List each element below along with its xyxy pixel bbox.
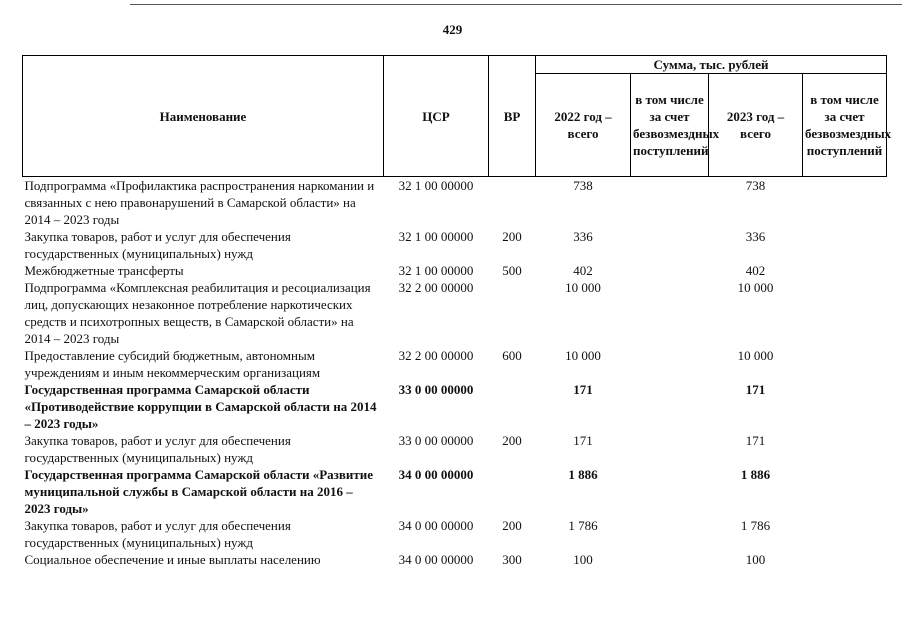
row-name: Закупка товаров, работ и услуг для обеспечения государственных (муниципальных) нужд: [24, 229, 291, 261]
row-2023-free: [803, 228, 887, 262]
row-2023-total: 100: [745, 552, 766, 567]
row-name: Государственная программа Самарской области «Развитие муниципальной службы в Самарской области на 2016 – 2023 годы»: [24, 467, 374, 516]
row-2023-free: [803, 279, 887, 347]
row-2022-free: [631, 347, 709, 381]
row-vr: [489, 381, 536, 432]
row-name: Государственная программа Самарской области «Противодействие коррупции в Самарской области на 2014 – 2023 годы»: [24, 382, 377, 431]
row-vr: 200: [502, 518, 522, 533]
row-2022-total: 171: [573, 382, 593, 397]
row-vr: 200: [502, 229, 522, 244]
row-vr: 500: [502, 263, 522, 278]
row-2022-total: 738: [573, 178, 593, 193]
row-name: Закупка товаров, работ и услуг для обеспечения государственных (муниципальных) нужд: [24, 518, 291, 550]
header-2022-total: 2022 год – всего: [536, 74, 631, 177]
row-2022-total: 1 786: [568, 518, 598, 533]
table-row: [23, 228, 887, 262]
header-vr: ВР: [489, 56, 536, 177]
row-csr: 34 0 00 00000: [398, 552, 474, 567]
row-csr: 32 1 00 00000: [398, 178, 474, 193]
row-csr: 32 1 00 00000: [398, 263, 474, 278]
table-row: [23, 517, 887, 551]
table-row: [23, 551, 887, 568]
table-row: [23, 466, 887, 517]
row-vr: 200: [502, 433, 522, 448]
row-2023-free: [803, 517, 887, 551]
row-2022-total: 336: [573, 229, 593, 244]
table-row: [23, 381, 887, 432]
row-2022-free: [631, 228, 709, 262]
row-csr: 32 2 00 00000: [398, 280, 474, 295]
row-2022-total: 402: [573, 263, 593, 278]
row-2022-free: [631, 381, 709, 432]
row-2023-total: 336: [745, 229, 766, 244]
table-row: [23, 177, 887, 229]
row-2023-total: 402: [745, 263, 766, 278]
row-2023-free: [803, 347, 887, 381]
row-2022-free: [631, 466, 709, 517]
header-sum: Сумма, тыс. рублей: [536, 56, 887, 74]
row-2022-total: 100: [573, 552, 593, 567]
row-2023-free: [803, 262, 887, 279]
row-2022-free: [631, 262, 709, 279]
top-rule: [130, 4, 902, 5]
row-vr: 300: [502, 552, 522, 567]
row-name: Предоставление субсидий бюджетным, автономным учреждениям и иным некоммерческим организациям: [24, 348, 321, 380]
row-name: Закупка товаров, работ и услуг для обеспечения государственных (муниципальных) нужд: [24, 433, 291, 465]
row-name: Подпрограмма «Комплексная реабилитация и ресоциализация лиц, допускающих незаконное потребление наркотических средств и психотропных веществ, в Самарской области» на 2014 – 2023 годы: [24, 280, 371, 346]
row-2022-total: 10 000: [565, 280, 601, 295]
row-vr: 600: [502, 348, 522, 363]
row-csr: 34 0 00 00000: [398, 467, 474, 482]
row-2022-free: [631, 551, 709, 568]
row-2023-free: [803, 177, 887, 229]
row-2023-total: 10 000: [737, 348, 774, 363]
row-2022-total: 1 886: [568, 467, 598, 482]
header-csr: ЦСР: [384, 56, 489, 177]
row-2022-total: 10 000: [565, 348, 601, 363]
header-name: Наименование: [23, 56, 384, 177]
row-2022-free: [631, 279, 709, 347]
header-2023-total: 2023 год – всего: [709, 74, 803, 177]
page-number: 429: [442, 22, 463, 37]
row-vr: [489, 466, 536, 517]
table-row: [23, 262, 887, 279]
table-row: [23, 347, 887, 381]
row-2023-total: 10 000: [737, 280, 774, 295]
row-csr: 33 0 00 00000: [398, 433, 474, 448]
row-2023-free: [803, 551, 887, 568]
header-2023-free: в том числе за счет безвозмездных поступлений: [803, 74, 887, 177]
row-2023-free: [803, 466, 887, 517]
row-2023-total: 171: [745, 433, 766, 448]
row-vr: [489, 279, 536, 347]
row-csr: 32 2 00 00000: [398, 348, 474, 363]
row-name: Подпрограмма «Профилактика распространения наркомании и связанных с нею правонарушений в Самарской области» на 2014 – 2023 годы: [24, 178, 375, 227]
row-2023-free: [803, 381, 887, 432]
row-2022-free: [631, 517, 709, 551]
row-csr: 32 1 00 00000: [398, 229, 474, 244]
row-2022-free: [631, 432, 709, 466]
row-2022-total: 171: [573, 433, 593, 448]
row-2023-total: 738: [745, 178, 766, 193]
header-2022-free: в том числе за счет безвозмездных поступлений: [631, 74, 709, 177]
table-body: [23, 177, 887, 569]
table-row: [23, 432, 887, 466]
row-vr: [489, 177, 536, 229]
row-csr: 33 0 00 00000: [398, 382, 474, 397]
budget-table: [22, 55, 892, 568]
row-name: Социальное обеспечение и иные выплаты населению: [24, 552, 321, 567]
table-row: [23, 279, 887, 347]
row-2023-total: 171: [745, 382, 766, 397]
row-csr: 34 0 00 00000: [398, 518, 474, 533]
row-name: Межбюджетные трансферты: [24, 263, 184, 278]
row-2023-total: 1 886: [740, 467, 771, 482]
row-2023-total: 1 786: [740, 518, 771, 533]
row-2023-free: [803, 432, 887, 466]
row-2022-free: [631, 177, 709, 229]
